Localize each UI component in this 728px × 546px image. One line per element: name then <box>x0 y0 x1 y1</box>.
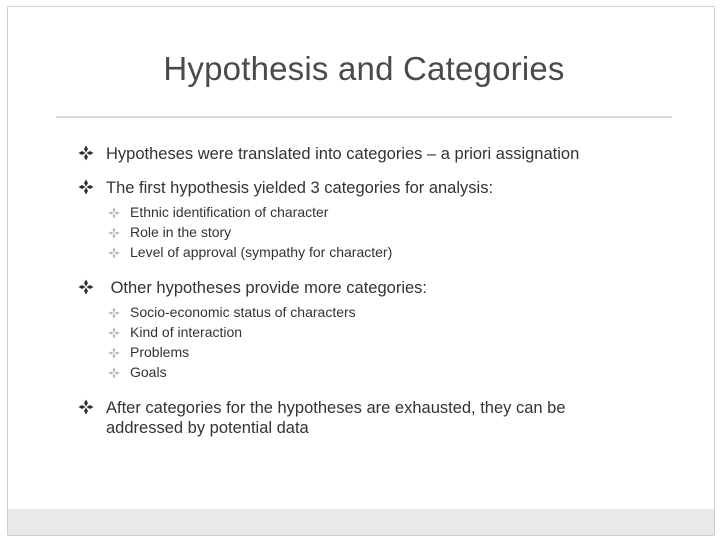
diamond-sub-bullet-icon <box>108 307 120 319</box>
sub-bullet-text: Role in the story <box>130 224 232 240</box>
footer-band <box>8 509 714 535</box>
diamond-sub-bullet-icon <box>108 247 120 259</box>
sub-bullet-item <box>78 302 678 322</box>
bullet-text: Other hypotheses provide more categories: <box>106 279 428 297</box>
diamond-bullet-icon <box>78 279 94 295</box>
bullet-text: The first hypothesis yielded 3 categories for analysis: <box>106 179 494 197</box>
sub-bullet-text: Level of approval (sympathy for character) <box>130 244 393 260</box>
bullet-text: Hypotheses were translated into categories – a priori assignation <box>106 145 580 163</box>
diamond-sub-bullet-icon <box>108 367 120 379</box>
sub-bullet-item <box>78 242 678 262</box>
diamond-bullet-icon <box>78 179 94 195</box>
sub-bullet-item <box>78 202 678 222</box>
sub-bullet-item <box>78 322 678 342</box>
bullet-item <box>78 178 678 198</box>
sub-bullet-text: Ethnic identification of character <box>130 204 329 220</box>
diamond-bullet-icon <box>78 399 94 415</box>
sub-bullet-text: Kind of interaction <box>130 324 243 340</box>
diamond-sub-bullet-icon <box>108 207 120 219</box>
sub-bullet-text: Socio-economic status of characters <box>130 304 356 320</box>
bullet-item <box>78 144 678 164</box>
diamond-sub-bullet-icon <box>108 327 120 339</box>
sub-bullet-text: Goals <box>130 364 167 380</box>
slide-title: Hypothesis and Categories <box>163 50 565 87</box>
bullet-item <box>78 398 626 438</box>
diamond-bullet-icon <box>78 145 94 161</box>
bullet-list <box>78 138 678 438</box>
sub-bullet-item <box>78 342 678 362</box>
title-divider <box>56 116 672 118</box>
sub-bullet-text: Problems <box>130 344 190 360</box>
diamond-sub-bullet-icon <box>108 227 120 239</box>
sub-bullet-item <box>78 362 678 382</box>
bullet-text: After categories for the hypotheses are exhausted, they can be addressed by potential data <box>106 399 566 437</box>
sub-bullet-item <box>78 222 678 242</box>
bullet-item <box>78 278 678 298</box>
diamond-sub-bullet-icon <box>108 347 120 359</box>
